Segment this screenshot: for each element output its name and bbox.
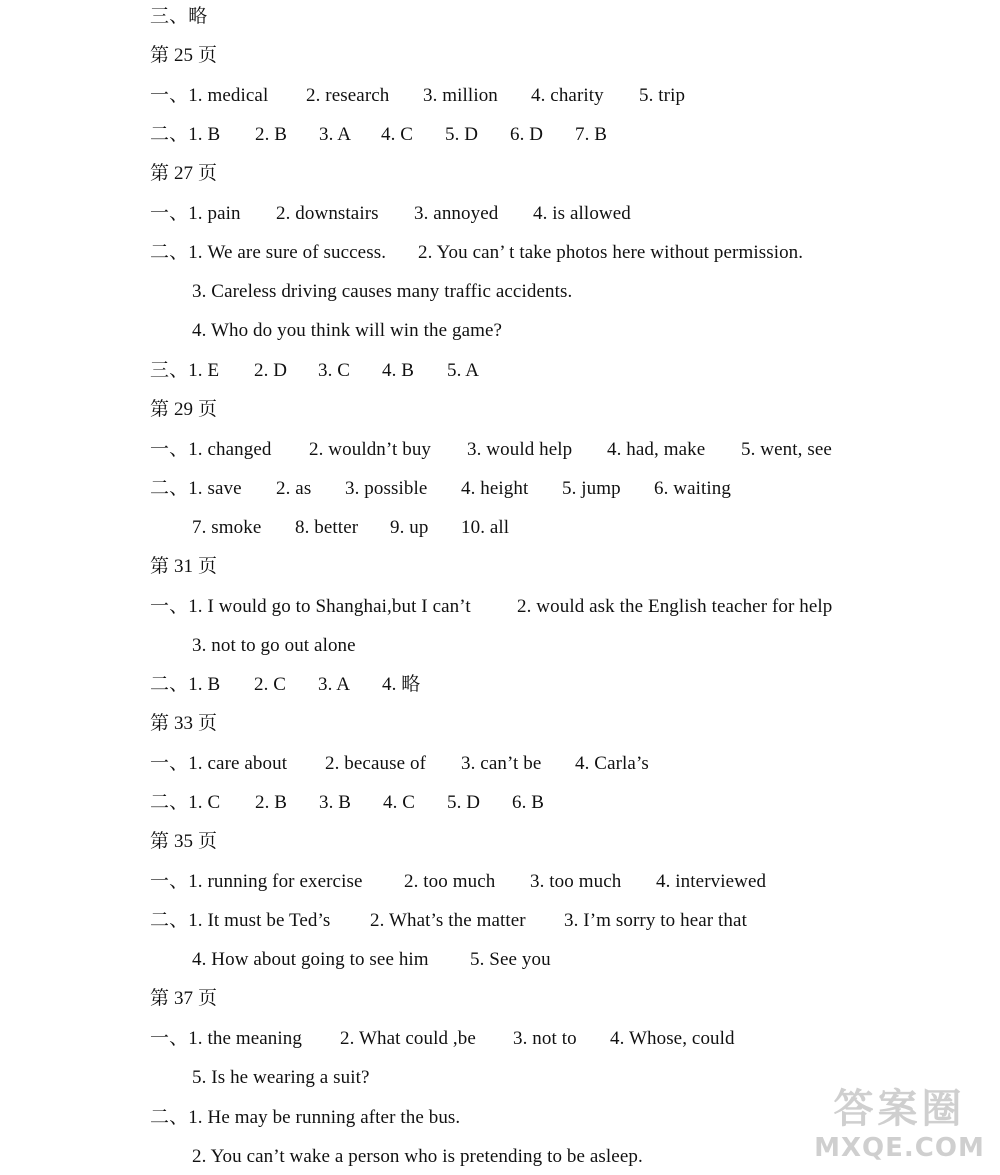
answer-item: 4. B <box>382 360 415 381</box>
answer-item: 7. smoke <box>192 517 262 538</box>
watermark-logo <box>807 1085 992 1173</box>
answer-item: 4. interviewed <box>656 871 767 892</box>
answer-line <box>192 316 502 346</box>
page-number-label: 第 25 页 <box>150 45 218 66</box>
answer-item: 5. Is he wearing a suit? <box>192 1067 370 1088</box>
answer-item: 9. up <box>390 517 429 538</box>
answer-item: 2. would ask the English teacher for help <box>517 596 833 617</box>
answer-item: 3. too much <box>530 871 622 892</box>
watermark-bottom-text: MXQE.COM <box>814 1133 985 1163</box>
answer-item: 5. went, see <box>741 439 832 460</box>
answer-item: 4. 略 <box>382 674 421 695</box>
answer-item: 3. not to <box>513 1028 577 1049</box>
answer-item: 二、1. It must be Ted’s <box>150 910 331 931</box>
answer-line <box>150 1103 460 1133</box>
answer-item: 4. Who do you think will win the game? <box>192 320 503 341</box>
answer-item: 4. had, make <box>607 439 706 460</box>
answer-item: 2. What could ,be <box>340 1028 476 1049</box>
answer-item: 4. C <box>383 792 416 813</box>
answer-item: 二、1. We are sure of success. <box>150 242 387 263</box>
answer-item: 2. You can’t wake a person who is pretending to be asleep. <box>192 1146 643 1167</box>
page-heading <box>150 984 217 1014</box>
answer-item: 3. B <box>319 792 352 813</box>
page-number-label: 第 29 页 <box>150 399 218 420</box>
answer-item: 4. C <box>381 124 414 145</box>
answer-item: 2. B <box>255 792 288 813</box>
page-heading <box>150 827 217 857</box>
answer-item: 2. You can’ t take photos here without permission. <box>418 242 804 263</box>
answer-item: 2. because of <box>325 753 427 774</box>
answer-item: 5. trip <box>639 85 686 106</box>
answer-item: 2. as <box>276 478 312 499</box>
answer-item: 一、1. pain <box>150 203 241 224</box>
page-number-label: 第 27 页 <box>150 163 218 184</box>
answer-item: 2. C <box>254 674 287 695</box>
answer-item: 二、1. He may be running after the bus. <box>150 1107 461 1128</box>
answer-item: 5. D <box>445 124 479 145</box>
answer-item: 一、1. I would go to Shanghai,but I can’t <box>150 596 471 617</box>
answer-item: 3. possible <box>345 478 428 499</box>
answer-item: 4. How about going to see him <box>192 949 429 970</box>
answer-item: 一、1. running for exercise <box>150 871 363 892</box>
answer-item: 一、1. the meaning <box>150 1028 302 1049</box>
section-heading <box>150 2 207 32</box>
page-number-label: 第 31 页 <box>150 556 218 577</box>
answer-item: 一、1. care about <box>150 753 288 774</box>
page-number-label: 第 33 页 <box>150 713 218 734</box>
answer-line <box>192 631 356 661</box>
answer-item: 2. too much <box>404 871 496 892</box>
answer-item: 5. jump <box>562 478 621 499</box>
answer-line <box>192 277 572 307</box>
answer-item: 2. research <box>306 85 390 106</box>
page-heading <box>150 41 217 71</box>
answer-item: 3. not to go out alone <box>192 635 356 656</box>
answer-line <box>192 1063 370 1093</box>
page-number-label: 第 37 页 <box>150 988 218 1009</box>
watermark-top-text: 答案圈 <box>833 1086 966 1132</box>
answer-item: 8. better <box>295 517 359 538</box>
answer-item: 3. annoyed <box>414 203 499 224</box>
answer-item: 2. B <box>255 124 288 145</box>
answer-item: 3. million <box>423 85 498 106</box>
answer-item: 二、1. B <box>150 124 221 145</box>
page-heading <box>150 159 217 189</box>
answer-item: 3. A <box>318 674 351 695</box>
answer-item: 三、1. E <box>150 360 220 381</box>
answer-item: 3. can’t be <box>461 753 542 774</box>
answer-item: 6. D <box>510 124 544 145</box>
answer-item: 3. Careless driving causes many traffic accidents. <box>192 281 573 302</box>
answer-item: 4. charity <box>531 85 604 106</box>
answer-item: 3. C <box>318 360 351 381</box>
answer-item: 二、1. B <box>150 674 221 695</box>
answer-item: 3. A <box>319 124 352 145</box>
answer-item: 3. would help <box>467 439 573 460</box>
answer-item: 4. height <box>461 478 529 499</box>
answer-item: 6. B <box>512 792 545 813</box>
section-label: 三、略 <box>150 6 208 27</box>
answer-item: 2. D <box>254 360 288 381</box>
answer-line <box>192 1142 643 1172</box>
page-number-label: 第 35 页 <box>150 831 218 852</box>
page-heading <box>150 395 217 425</box>
answer-item: 3. I’m sorry to hear that <box>564 910 747 931</box>
answer-item: 5. A <box>447 360 480 381</box>
answer-item: 一、1. changed <box>150 439 272 460</box>
answer-item: 二、1. C <box>150 792 221 813</box>
answer-item: 7. B <box>575 124 608 145</box>
page-heading <box>150 552 217 582</box>
page-heading <box>150 709 217 739</box>
answer-item: 二、1. save <box>150 478 242 499</box>
answer-item: 5. D <box>447 792 481 813</box>
answer-item: 4. is allowed <box>533 203 631 224</box>
answer-item: 10. all <box>461 517 510 538</box>
answer-item: 一、1. medical <box>150 85 269 106</box>
answer-item: 2. What’s the matter <box>370 910 526 931</box>
answer-item: 6. waiting <box>654 478 731 499</box>
answer-item: 2. wouldn’t buy <box>309 439 432 460</box>
answer-item: 4. Whose, could <box>610 1028 735 1049</box>
answer-item: 4. Carla’s <box>575 753 649 774</box>
answer-item: 2. downstairs <box>276 203 379 224</box>
answer-item: 5. See you <box>470 949 551 970</box>
